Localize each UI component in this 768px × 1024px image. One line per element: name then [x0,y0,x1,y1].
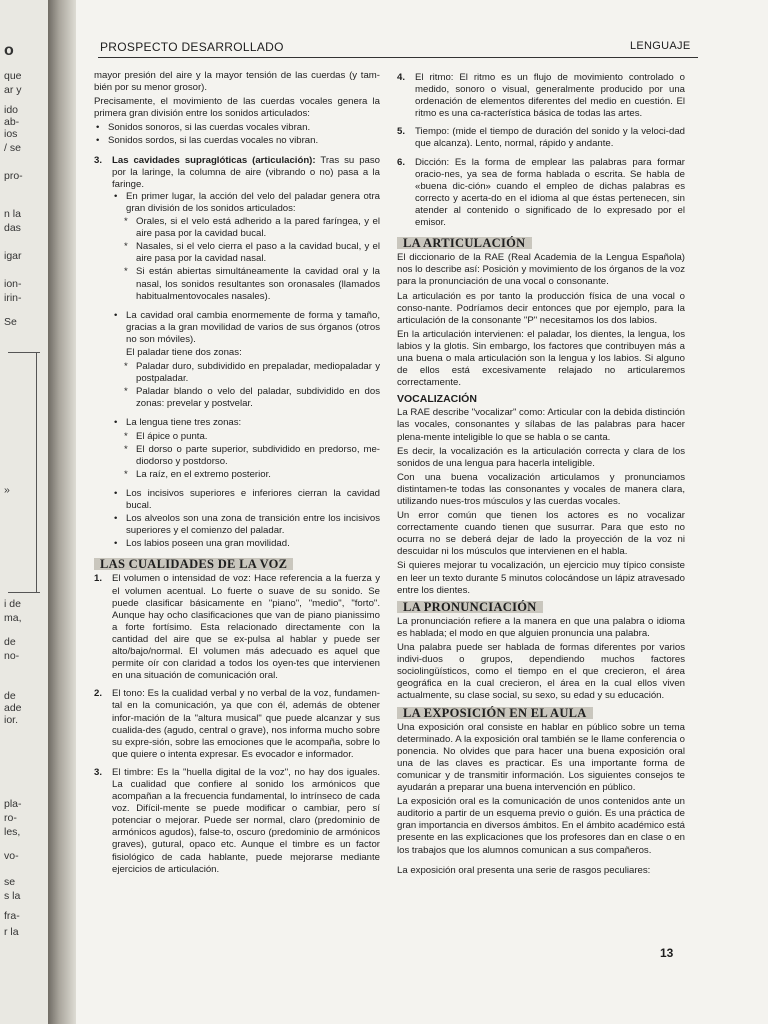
bullet-item: • Los labios poseen una gran movilidad. [112,538,380,550]
item-text: Dicción: Es la forma de emplear las palabras para formar oracio-nes, ya sea de forma hablada o escrita. Se habla de «buena dic-ción» cuando el empleo de dichas palabras es correcto y acerta-do en el idioma al que éstas pertenecen, sin atender al contenido o significado de lo expresado por el emisor. [415,156,685,229]
edge-text-fragment: pro- [4,170,23,182]
edge-text-fragment: r la [4,926,19,938]
paragraph: Con una buena vocalización articulamos y pronunciamos distintamen-te todas las consonantes y vocales de manera clara, utilizando nues-tros músculos y las cuerdas vocales. [397,471,685,507]
edge-text-fragment: s la [4,890,21,902]
edge-text-fragment: n la [4,208,21,220]
paragraph: Una palabra puede ser hablada de formas diferentes por varios indivi-duos o grupos, dependiendo muchos factores sociolingüísticos, como el tiempo en el que crecieron, el área geográfica en la cual crecieron, el área en la cual ellos viven actualmente, su clase social, su sexo, su edad y su educación. [397,642,685,702]
edge-text-fragment: Se [4,316,17,328]
edge-text-fragment: ion- [4,278,22,290]
bullet-item: • En primer lugar, la acción del velo del paladar genera otra gran división de los sonidos articulados: [112,191,380,215]
edge-text-fragment: igar [4,250,22,262]
edge-text-fragment: irin- [4,292,22,304]
subsection-title: VOCALIZACIÓN [397,393,477,406]
binding-gutter [48,0,76,1024]
left-column [94,70,380,882]
numbered-item [397,157,685,230]
edge-text-fragment: o [4,42,14,59]
section-title: LA ARTICULACIÓN [397,237,532,249]
edge-text-fragment: ido [4,104,19,116]
paragraph: Un error común que tienen los actores es no vocalizar correctamente cuando tienen que susurrar. Para que esto no ocurra no se deberá dejar de lado la proyección de la voz ni descuidar ni los músculos que intervienen en el habla. [397,510,685,558]
edge-text-fragment: das [4,222,21,234]
edge-text-fragment: ma, [4,612,22,624]
right-column [397,72,685,879]
bullet-item: • Los incisivos superiores e inferiores cierran la cavidad bucal. [112,488,380,512]
sub-item: * Nasales, si el velo cierra el paso a la cavidad bucal, y el aire pasa por la cavidad nasal. [112,241,380,265]
item-number: 3. [94,154,103,166]
item-lead: Las cavidades supraglóticas (articulación): [112,154,316,166]
section-title: LAS CUALIDADES DE LA VOZ [94,558,293,570]
paragraph: La RAE describe "vocalizar" como: Articular con la debida distinción las vocales, consonantes y sílabas de las palabras para hacer plena-mente inteligible lo que se habla o se canta. [397,407,685,443]
edge-text-fragment: ar y [4,84,22,96]
bullet-item: • Sonidos sordos, si las cuerdas vocales no vibran. [94,135,380,147]
item-text: Tras su paso por la laringe, la columna de aire (vibrando o no) pasa a la faringe. [112,154,380,190]
edge-text-fragment: » [4,484,10,496]
paragraph: La pronunciación refiere a la manera en que una palabra o idioma es hablada; el modo en que alguien pronuncia una palabra. [397,615,685,639]
header-rule [98,57,698,58]
edge-text-fragment: de [4,690,16,702]
edge-text-fragment: vo- [4,850,19,862]
numbered-item [94,573,380,682]
section-title: LA EXPOSICIÓN EN EL AULA [397,707,593,719]
edge-text-fragment: ior. [4,714,19,726]
item-text: Tiempo: (mide el tiempo de duración del sonido y la veloci-dad que alcanza). Lento, normal, rápido y andante. [415,126,685,150]
page-number: 13 [660,946,674,960]
paragraph: Si quieres mejorar tu vocalización, un ejercicio muy típico consiste en leer un texto durante 5 minutos colocándose un lápiz atravesado entre los dientes. [397,560,685,596]
sub-item: * Paladar blando o velo del paladar, subdividido en dos zonas: prevelar y postvelar. [112,386,380,410]
paragraph: El diccionario de la RAE (Real Academia de la Lengua Española) nos lo describe así: Posición y movimiento de los órganos de la voz para la pronunciación de una vocal o consonante. [397,252,685,288]
item-number: 1. [94,573,103,585]
bullet-item: • La lengua tiene tres zonas: [112,417,380,429]
edge-text-fragment: les, [4,826,21,838]
sub-item: * Orales, si el velo está adherido a la pared faríngea, y el aire pasa por la cavidad bucal. [112,216,380,240]
adjacent-page-edge [0,0,48,1024]
edge-text-fragment: ab- [4,116,20,128]
item-text: El volumen o intensidad de voz: Hace referencia a la fuerza y el volumen acentual. Lo fuerte o suave de su sonido. Se puede clasificar básicamente en "piano", "medio", "forto". Aunque hay ocho clasificaciones que van de piano pianissimo a forte fortísimo. Esta relacionado directamente con la cantidad del aire que se ex-pulsa al hablar y puede ser alto/bajo/normal. El volumen más adecuado es aquel que permite oír con claridad a todos los oyen-tes que intervienen en una situación de comunicación oral. [112,573,380,682]
edge-text-fragment: que [4,70,22,82]
bullet-item: • Sonidos sonoros, si las cuerdas vocales vibran. [94,122,380,134]
item-text: El ritmo: El ritmo es un flujo de movimiento controlado o medido, sonoro o visual, generalmente producido por una ordenación de elementos diferentes del medio en cuestión. El ritmo es una ca-racterística básica de todas las artes. [415,72,685,120]
sub-item: * El ápice o punta. [112,431,380,443]
edge-text-fragment: i de [4,598,21,610]
numbered-item [94,155,380,551]
edge-text-fragment: de [4,636,16,648]
sub-item: * Paladar duro, subdividido en prepaladar, mediopaladar y postpaladar. [112,361,380,385]
edge-text-fragment: / se [4,142,21,154]
item-number: 5. [397,126,406,138]
edge-text-fragment: ade [4,702,22,714]
paragraph: La exposición oral es la comunicación de unos contenidos ante un auditorio a partir de un esquema previo o guión. Es una práctica de gran importancia en diversos ámbitos. En el ámbito académico está presente en las explicaciones que los profesores dan en clase o en los trabajos que los alumnos comunican a sus compañeros. [397,796,685,856]
paragraph: En la articulación intervienen: el paladar, los dientes, la lengua, los labios y la glotis. Sin embargo, los factores que contribuyen más a una buena o mala articulación son la lengua y los labios. Si alguno de ellos está excesivamente relajado no articularemos correctamente. [397,328,685,389]
item-text: El tono: Es la cualidad verbal y no verbal de la voz, fundamen-tal en la comunicación, ya que con él, además de obtener infor-mación de la "altura musical" que puede alcanzar y sus cualida-des (agudo, central o grave), nos informa mucho sobre su expre-sión, sobre las emociones que le acompaña, sobre lo que quiere o intenta expresar. Es evocador e informador. [112,688,380,760]
edge-text-fragment: no- [4,650,20,662]
running-header-right: LENGUAJE [630,40,691,52]
edge-text-fragment: pla- [4,798,22,810]
edge-text-fragment: fra- [4,910,20,922]
edge-vertical-rule [36,352,37,592]
numbered-item [397,72,685,120]
paragraph: El paladar tiene dos zonas: [126,346,242,358]
numbered-item [94,767,380,876]
section-title: LA PRONUNCIACIÓN [397,601,543,613]
paragraph: La articulación es por tanto la producción física de una vocal o conso-nante. Podríamos decir entonces que por ejemplo, para la articulación de la consonante "P" necesitamos los dos labios. [397,290,685,326]
item-number: 4. [397,72,406,83]
item-number: 3. [94,766,103,778]
running-header-left: PROSPECTO DESARROLLADO [100,40,284,54]
numbered-item [94,688,380,761]
numbered-item [397,126,685,150]
item-number: 6. [397,156,406,168]
paragraph: La exposición oral presenta una serie de rasgos peculiares: [397,864,651,876]
edge-rule [8,592,40,593]
sub-item: * El dorso o parte superior, subdividido en predorso, me-diodorso y postdorso. [112,444,380,468]
paragraph: Una exposición oral consiste en hablar en público sobre un tema determinado. A la exposición oral también se le llame conferencia o ponencia. No olvides que para hacer una buena exposición oral una de las claves es practicar. Es una importante forma de comunicar y de transmitir información. Los siguientes consejos te ayudarán a preparar una buena intervención en público. [397,721,685,794]
item-number: 2. [94,688,103,700]
edge-text-fragment: ro- [4,812,17,824]
bullet-item: • Los alveolos son una zona de transición entre los incisivos superiores y el comienzo del paladar. [112,513,380,537]
edge-text-fragment: ios [4,128,18,140]
item-text: El timbre: Es la "huella digital de la voz", no hay dos iguales. La cualidad que confiere al sonido los armónicos que acompañan a la frecuencia fundamental, lo intrínseco de cada voz. Difícil-mente se puede modificar o cambiar, pero sí potenciar o mejorar. Puede ser normal, claro (predominio de armónicos agudos), false-to, oscuro (predominio de armónicos graves), gutural, opaco etc. Aunque el timbre es un factor fisiológico de cada hablante, puede mejorarse mediante ejercicios de articulación. [112,766,380,875]
paragraph: mayor presión del aire y la mayor tensión de las cuerdas (y tam-bién por su menor grosor). [94,70,380,94]
bullet-item: • La cavidad oral cambia enormemente de forma y tamaño, gracias a la gran movilidad de varios de sus órganos (otros no son móviles). [112,310,380,346]
edge-text-fragment: se [4,876,16,888]
paragraph: Es decir, la vocalización es la articulación correcta y clara de los sonidos de una lengua para hacerla inteligible. [397,445,685,469]
sub-item: * Si están abiertas simultáneamente la cavidad oral y la nasal, los sonidos resultantes son oronasales (llamados habitualmentovocales nasales). [112,266,380,302]
paragraph: Precisamente, el movimiento de las cuerdas vocales genera la primera gran división entre los sonidos articulados: [94,96,380,120]
sub-item: * La raíz, en el extremo posterior. [112,469,380,481]
